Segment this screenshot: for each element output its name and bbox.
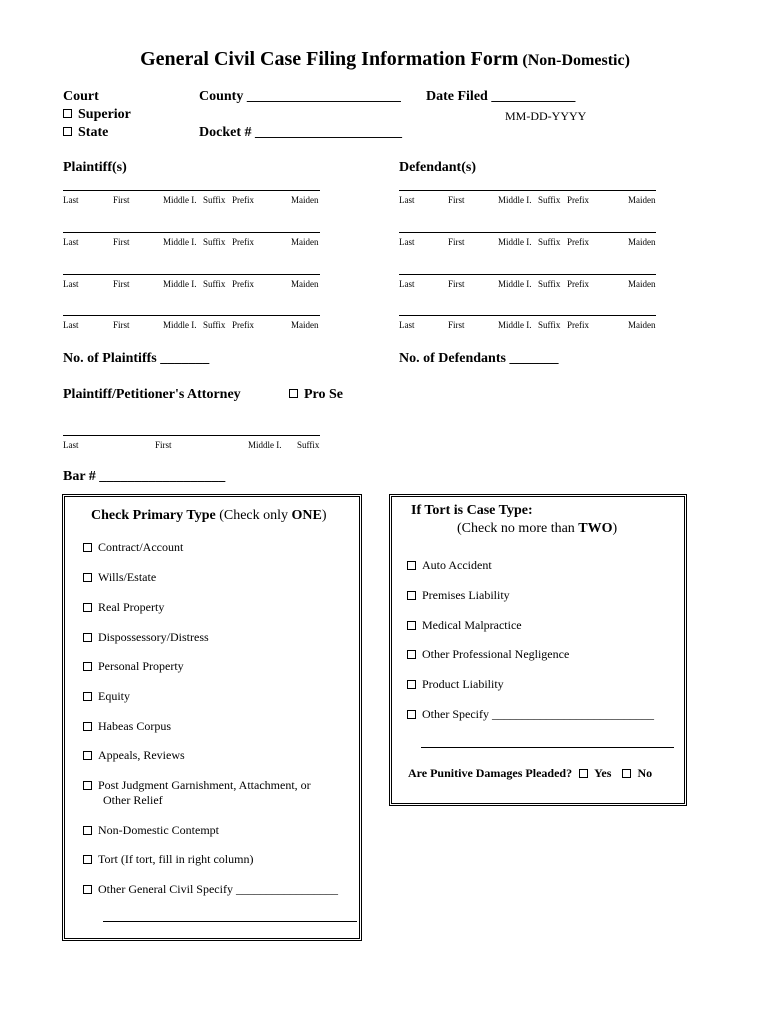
option-equity[interactable]: Equity xyxy=(83,689,130,704)
primary-type-heading: Check Primary Type (Check only ONE) xyxy=(91,508,327,523)
checkbox[interactable] xyxy=(83,662,92,671)
tort-box xyxy=(389,494,687,806)
page-title xyxy=(0,48,770,71)
tort-other-specify-line[interactable] xyxy=(421,747,674,748)
option-contract-account[interactable]: Contract/Account xyxy=(83,540,183,555)
option-post-judgment-continuation: Other Relief xyxy=(103,793,163,807)
tort-option-auto-accident[interactable]: Auto Accident xyxy=(407,558,492,573)
checkbox[interactable] xyxy=(83,692,92,701)
checkbox[interactable] xyxy=(83,885,92,894)
option-post-judgment[interactable]: Post Judgment Garnishment, Attachment, or xyxy=(83,778,311,793)
checkbox[interactable] xyxy=(407,591,416,600)
tort-option-other-professional-negligence[interactable]: Other Professional Negligence xyxy=(407,647,569,662)
tort-option-product-liability[interactable]: Product Liability xyxy=(407,677,504,692)
option-appeals-reviews[interactable]: Appeals, Reviews xyxy=(83,748,185,763)
defendants-heading: Defendant(s) xyxy=(399,160,476,175)
tort-option-medical-malpractice[interactable]: Medical Malpractice xyxy=(407,618,522,633)
option-real-property[interactable]: Real Property xyxy=(83,600,164,615)
checkbox[interactable] xyxy=(83,781,92,790)
superior-checkbox[interactable] xyxy=(63,109,72,118)
pro-se-option[interactable]: Pro Se xyxy=(289,387,343,403)
primary-type-box xyxy=(62,494,362,941)
checkbox[interactable] xyxy=(83,855,92,864)
attorney-heading: Plaintiff/Petitioner's Attorney xyxy=(63,387,241,402)
court-option-state[interactable]: State xyxy=(63,125,108,141)
court-label: Court xyxy=(63,89,99,104)
date-filed-field[interactable]: Date Filed ____________ xyxy=(426,89,576,104)
punitive-damages-row: Are Punitive Damages Pleaded? Yes No xyxy=(408,766,653,780)
checkbox[interactable] xyxy=(83,633,92,642)
punitive-yes-checkbox[interactable] xyxy=(579,769,588,778)
checkbox[interactable] xyxy=(83,826,92,835)
plaintiffs-heading: Plaintiff(s) xyxy=(63,160,127,175)
checkbox[interactable] xyxy=(407,650,416,659)
checkbox[interactable] xyxy=(407,561,416,570)
title-sub: (Non-Domestic) xyxy=(522,52,630,69)
option-habeas-corpus[interactable]: Habeas Corpus xyxy=(83,719,171,734)
checkbox[interactable] xyxy=(407,621,416,630)
option-wills-estate[interactable]: Wills/Estate xyxy=(83,570,156,585)
other-specify-line[interactable] xyxy=(103,921,357,922)
bar-number-field[interactable]: Bar # __________________ xyxy=(63,469,226,484)
county-field[interactable]: County ______________________ xyxy=(199,89,401,104)
checkbox[interactable] xyxy=(83,722,92,731)
option-personal-property[interactable]: Personal Property xyxy=(83,659,184,674)
checkbox[interactable] xyxy=(83,543,92,552)
tort-option-other-specify[interactable]: Other Specify ___________________________ xyxy=(407,707,654,722)
court-option-superior[interactable]: Superior xyxy=(63,107,131,123)
checkbox[interactable] xyxy=(407,710,416,719)
punitive-no-checkbox[interactable] xyxy=(622,769,631,778)
checkbox[interactable] xyxy=(407,680,416,689)
pro-se-checkbox[interactable] xyxy=(289,389,298,398)
docket-field[interactable]: Docket # _____________________ xyxy=(199,125,402,140)
no-of-plaintiffs-field[interactable]: No. of Plaintiffs _______ xyxy=(63,351,210,366)
state-checkbox[interactable] xyxy=(63,127,72,136)
tort-option-premises-liability[interactable]: Premises Liability xyxy=(407,588,510,603)
no-of-defendants-field[interactable]: No. of Defendants _______ xyxy=(399,351,559,366)
date-format-hint: MM-DD-YYYY xyxy=(505,109,587,123)
option-other-general-civil[interactable]: Other General Civil Specify _________________ xyxy=(83,882,338,897)
checkbox[interactable] xyxy=(83,573,92,582)
checkbox[interactable] xyxy=(83,751,92,760)
option-non-domestic-contempt[interactable]: Non-Domestic Contempt xyxy=(83,823,219,838)
title-main: General Civil Case Filing Information Form xyxy=(140,48,519,70)
option-tort[interactable]: Tort (If tort, fill in right column) xyxy=(83,852,253,867)
tort-heading: If Tort is Case Type: xyxy=(411,503,533,518)
checkbox[interactable] xyxy=(83,603,92,612)
tort-subheading: (Check no more than TWO) xyxy=(457,521,618,536)
option-dispossessory-distress[interactable]: Dispossessory/Distress xyxy=(83,630,209,645)
